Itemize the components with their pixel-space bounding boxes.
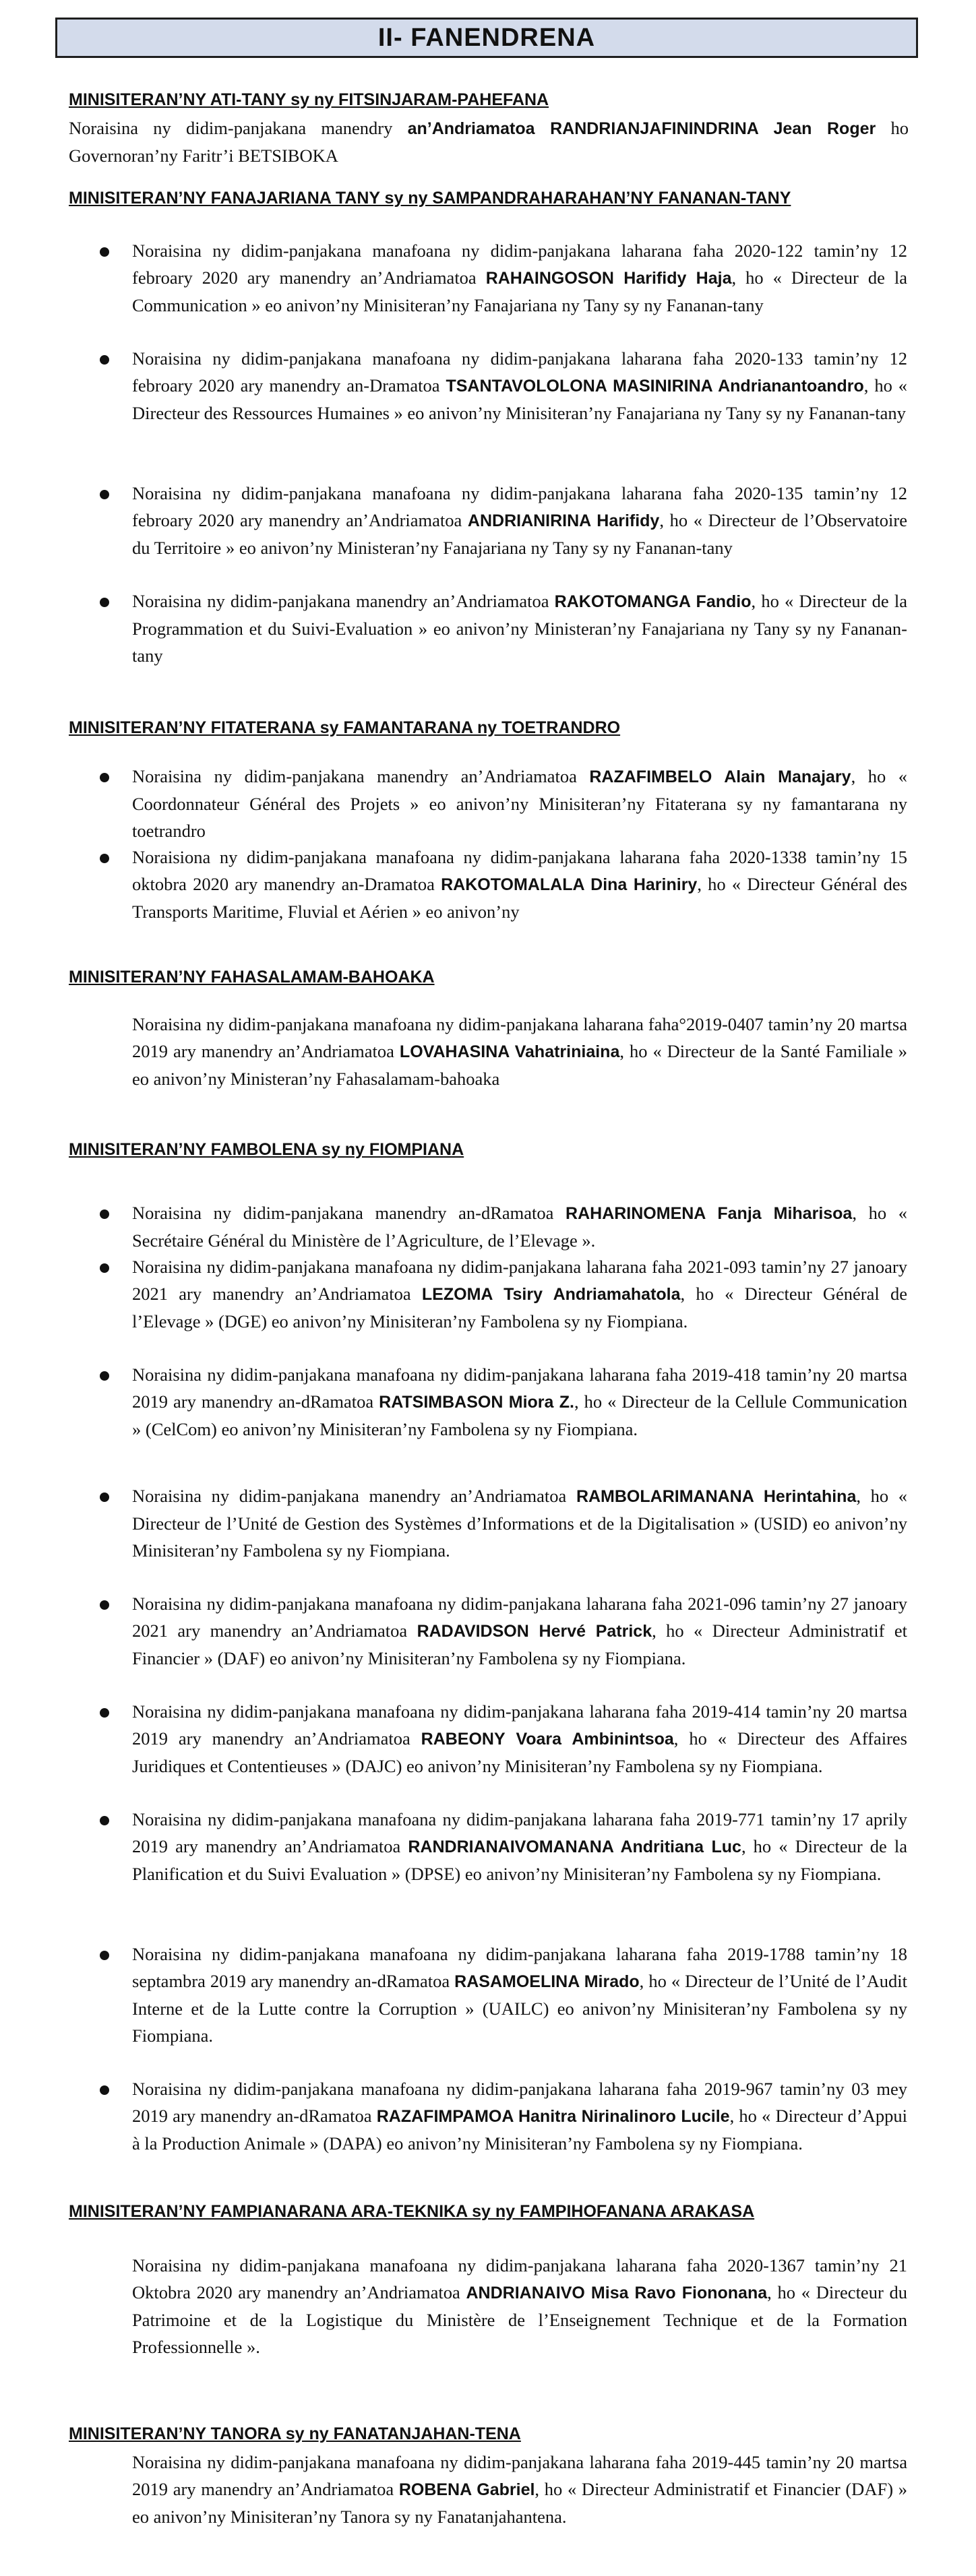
section-heading-tanora: MINISITERAN’NY TANORA sy ny FANATANJAHAN-TENA bbox=[69, 2424, 521, 2443]
section-heading-fambolena: MINISITERAN’NY FAMBOLENA sy ny FIOMPIANA bbox=[69, 1140, 464, 1159]
entry-text: Noraisina ny didim-panjakana manafoana ny didim-panjakana laharana faha 2019-414 tamin’ny 20 martsa 2019 ary manendry an’Andriamatoa RABEONY Voara Ambinintsoa, ho « Directeur des Affaires Juridiques et Contentieuses » (DAJC) eo anivon’ny Minisiteran’ny Fambolena sy ny Fiompiana. bbox=[132, 1701, 907, 1776]
bullet-icon bbox=[100, 854, 109, 863]
entry-text: Noraisina ny didim-panjakana manendry an’Andriamatoa RANDRIANJAFININDRINA Jean Roger ho Governoran’ny Faritr’i BETSIBOKA bbox=[69, 118, 909, 166]
entry-text: Noraisina ny didim-panjakana manafoana ny didim-panjakana laharana faha 2021-093 tamin’ny 27 janoary 2021 ary manendry an’Andriamatoa LEZOMA Tsiry Andriamahatola, ho « Directeur Général de l’Elevage » (DGE) eo anivon’ny Minisiteran’ny Fambolena sy ny Fiompiana. bbox=[132, 1257, 907, 1331]
page-title: II- FANENDRENA bbox=[55, 18, 918, 58]
entry-text: Noraisina ny didim-panjakana manafoana ny didim-panjakana laharana faha 2020-133 tamin’ny 12 febroary 2020 ary manendry an-Dramatoa TSANTAVOLOLONA MASINIRINA Andrianantoandro, ho « Directeur des Ressources Humaines » eo anivon’ny Minisiteran’ny Fanajariana ny Tany sy ny Fananan-tany bbox=[132, 348, 907, 423]
section-heading-fahasalamana: MINISITERAN’NY FAHASALAMAM-BAHOAKA bbox=[69, 968, 435, 986]
bullet-icon bbox=[100, 490, 109, 499]
bullet-icon bbox=[100, 355, 109, 365]
bullet-icon bbox=[100, 1371, 109, 1381]
entry-text: Noraisina ny didim-panjakana manafoana ny didim-panjakana laharana faha 2019-445 tamin’ny 20 martsa 2019 ary manendry an’Andriamatoa ROBENA Gabriel, ho « Directeur Administratif et Financier (DAF) » eo anivon’ny Minisiteran’ny Tanora sy ny Fanatanjahantena. bbox=[132, 2452, 907, 2527]
entry-text: Noraisina ny didim-panjakana manafoana ny didim-panjakana laharana faha°2019-0407 tamin’ny 20 martsa 2019 ary manendry an’Andriamatoa LOVAHASINA Vahatriniaina, ho « Directeur de la Santé Familiale » eo anivon’ny Ministeran’ny Fahasalamam-bahoaka bbox=[132, 1014, 907, 1089]
section-heading-fitaterana: MINISITERAN’NY FITATERANA sy FAMANTARANA ny TOETRANDRO bbox=[69, 718, 621, 737]
entry-text: Noraisina ny didim-panjakana manafoana ny didim-panjakana laharana faha 2020-135 tamin’ny 12 febroary 2020 ary manendry an’Andriamatoa ANDRIANIRINA Harifidy, ho « Directeur de l’Observatoire du Territoire » eo anivon’ny Ministeran’ny Fanajariana ny Tany sy ny Fananan-tany bbox=[132, 483, 908, 558]
entry-text: Noraisiona ny didim-panjakana manafoana ny didim-panjakana laharana faha 2020-1338 tamin’ny 15 oktobra 2020 ary manendry an-Dramatoa RAKOTOMALALA Dina Hariniry, ho « Directeur Général des Transports Maritime, Fluvial et Aérien » eo anivon’ny bbox=[132, 847, 907, 922]
bullet-icon bbox=[100, 1493, 109, 1502]
section-heading-fampianarana-ara-teknika: MINISITERAN’NY FAMPIANARANA ARA-TEKNIKA sy ny FAMPIHOFANANA ARAKASA bbox=[69, 2202, 755, 2221]
entry-text: Noraisina ny didim-panjakana manendry an-dRamatoa RAHARINOMENA Fanja Miharisoa, ho « Secrétaire Général du Ministère de l’Agriculture, de l’Elevage ». bbox=[132, 1203, 907, 1251]
section-heading-fanajariana-tany: MINISITERAN’NY FANAJARIANA TANY sy ny SAMPANDRAHARAHAN’NY FANANAN-TANY bbox=[69, 189, 791, 208]
entry-text: Noraisina ny didim-panjakana manafoana ny didim-panjakana laharana faha 2019-967 tamin’ny 03 mey 2019 ary manendry an-dRamatoa RAZAFIMPAMOA Hanitra Nirinalinoro Lucile, ho « Directeur d’Appui à la Production Animale » (DAPA) eo anivon’ny Minisiteran’ny Fambolena sy ny Fiompiana. bbox=[132, 2079, 907, 2154]
entry-text: Noraisina ny didim-panjakana manafoana ny didim-panjakana laharana faha 2020-122 tamin’ny 12 febroary 2020 ary manendry an’Andriamatoa RAHAINGOSON Harifidy Haja, ho « Directeur de la Communication » eo anivon’ny Minisiteran’ny Fanajariana ny Tany sy ny Fananan-tany bbox=[132, 241, 908, 315]
bullet-icon bbox=[100, 773, 109, 782]
bullet-icon bbox=[100, 1708, 109, 1718]
bullet-icon bbox=[100, 1816, 109, 1825]
entry-text: Noraisina ny didim-panjakana manafoana ny didim-panjakana laharana faha 2021-096 tamin’ny 27 janoary 2021 ary manendry an’Andriamatoa RADAVIDSON Hervé Patrick, ho « Directeur Administratif et Financier » (DAF) eo anivon’ny Minisiteran’ny Fambolena sy ny Fiompiana. bbox=[132, 1594, 907, 1668]
entry-text: Noraisina ny didim-panjakana manafoana ny didim-panjakana laharana faha 2019-1788 tamin’ny 18 septambra 2019 ary manendry an-dRamatoa RASAMOELINA Mirado, ho « Directeur de l’Unité de l’Audit Interne et de la Lutte contre la Corruption » (UAILC) eo anivon’ny Minisiteran’ny Fambolena sy ny Fiompiana. bbox=[132, 1944, 907, 2046]
bullet-icon bbox=[100, 1263, 109, 1273]
entry-text: Noraisina ny didim-panjakana manafoana ny didim-panjakana laharana faha 2020-1367 tamin’ny 21 Oktobra 2020 ary manendry an’Andriamatoa ANDRIANAIVO Misa Ravo Fiononana, ho « Directeur du Patrimoine et de la Logistique du Ministère de l’Enseignement Technique et de la Formation Professionnelle ». bbox=[132, 2255, 907, 2357]
bullet-icon bbox=[100, 1210, 109, 1219]
section-heading-ati-tany: MINISITERAN’NY ATI-TANY sy ny FITSINJARAM-PAHEFANA bbox=[69, 90, 549, 109]
bullet-icon bbox=[100, 1600, 109, 1610]
bullet-icon bbox=[100, 598, 109, 607]
entry-text: Noraisina ny didim-panjakana manendry an’Andriamatoa RAZAFIMBELO Alain Manajary, ho « Coordonnateur Général des Projets » eo anivon’ny Minisiteran’ny Fitaterana sy ny famantarana ny toetrandro bbox=[132, 766, 908, 841]
bullet-icon bbox=[100, 247, 109, 257]
entry-text: Noraisina ny didim-panjakana manafoana ny didim-panjakana laharana faha 2019-771 tamin’ny 17 aprily 2019 ary manendry an’Andriamatoa RANDRIANAIVOMANANA Andritiana Luc, ho « Directeur de la Planification et du Suivi Evaluation » (DPSE) eo anivon’ny Minisiteran’ny Fambolena sy ny Fiompiana. bbox=[132, 1809, 907, 1884]
entry-text: Noraisina ny didim-panjakana manendry an’Andriamatoa RAMBOLARIMANANA Herintahina, ho « Directeur de l’Unité de Gestion des Systèmes d’Informations et de la Digitalisation » (USID) eo anivon’ny Minisiteran’ny Fambolena sy ny Fiompiana. bbox=[132, 1486, 908, 1561]
bullet-icon bbox=[100, 1951, 109, 1960]
bullet-icon bbox=[100, 2085, 109, 2095]
entry-text: Noraisina ny didim-panjakana manendry an’Andriamatoa RAKOTOMANGA Fandio, ho « Directeur de la Programmation et du Suivi-Evaluation » eo anivon’ny Ministeran’ny Fanajariana ny Tany sy ny Fananan-tany bbox=[132, 591, 907, 666]
entry-text: Noraisina ny didim-panjakana manafoana ny didim-panjakana laharana faha 2019-418 tamin’ny 20 martsa 2019 ary manendry an-dRamatoa RATSIMBASON Miora Z., ho « Directeur de la Cellule Communication » (CelCom) eo anivon’ny Minisiteran’ny Fambolena sy ny Fiompiana. bbox=[132, 1364, 907, 1439]
